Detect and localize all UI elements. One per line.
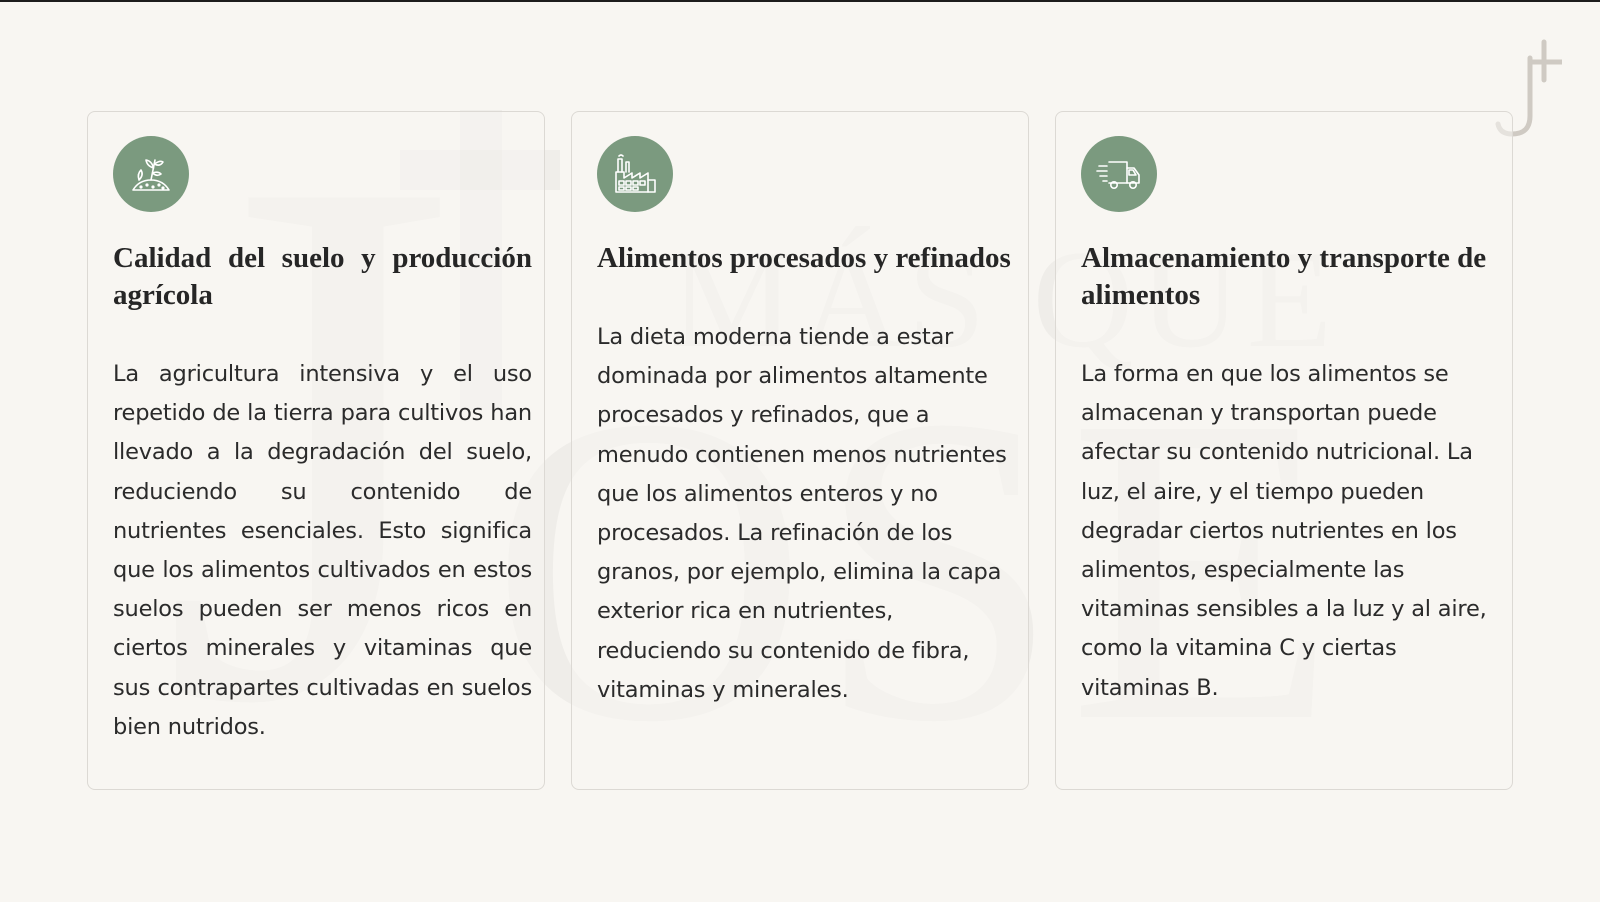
card-body: La dieta moderna tiende a estar dominada por alimentos altamente procesados y refinados, que a menudo contienen menos nutrientes que los alimentos enteros y no procesados. La refinación de los granos, por ejemplo, elimina la capa exterior rica en nutrientes, reduciendo su contenido de fibra, vitaminas y minerales. — [597, 324, 1007, 703]
card-processed-foods — [571, 111, 1029, 790]
top-rule — [0, 0, 1600, 2]
plant-soil-icon — [113, 136, 189, 212]
card-body: La forma en que los alimentos se almacenan y transportan puede afectar su contenido nutricional. La luz, el aire, y el tiempo pueden degradar ciertos nutrientes en los alimentos, especialmente las vitaminas sensibles a la luz y al aire, como la vitamina C y ciertas vitaminas B. — [1081, 361, 1487, 701]
card-title: Almacenamiento y transporte de alimentos — [1081, 242, 1487, 311]
card-title: Calidad del suelo y producción agrícola — [113, 242, 532, 311]
card-body: La agricultura intensiva y el uso repetido de la tierra para cultivos han llevado a la degradación del suelo, reduciendo su contenido de nutrientes esenciales. Esto significa que los alimentos cultivados en estos suelos pueden ser menos ricos en ciertos minerales y vitaminas que sus contrapartes cultivadas en suelos bien nutridos. — [113, 361, 532, 740]
card-title: Alimentos procesados y refinados — [597, 242, 1011, 274]
factory-icon — [597, 136, 673, 212]
card-soil-quality — [87, 111, 545, 790]
delivery-truck-icon — [1081, 136, 1157, 212]
card-storage-transport — [1055, 111, 1513, 790]
cards-row — [87, 111, 1513, 790]
